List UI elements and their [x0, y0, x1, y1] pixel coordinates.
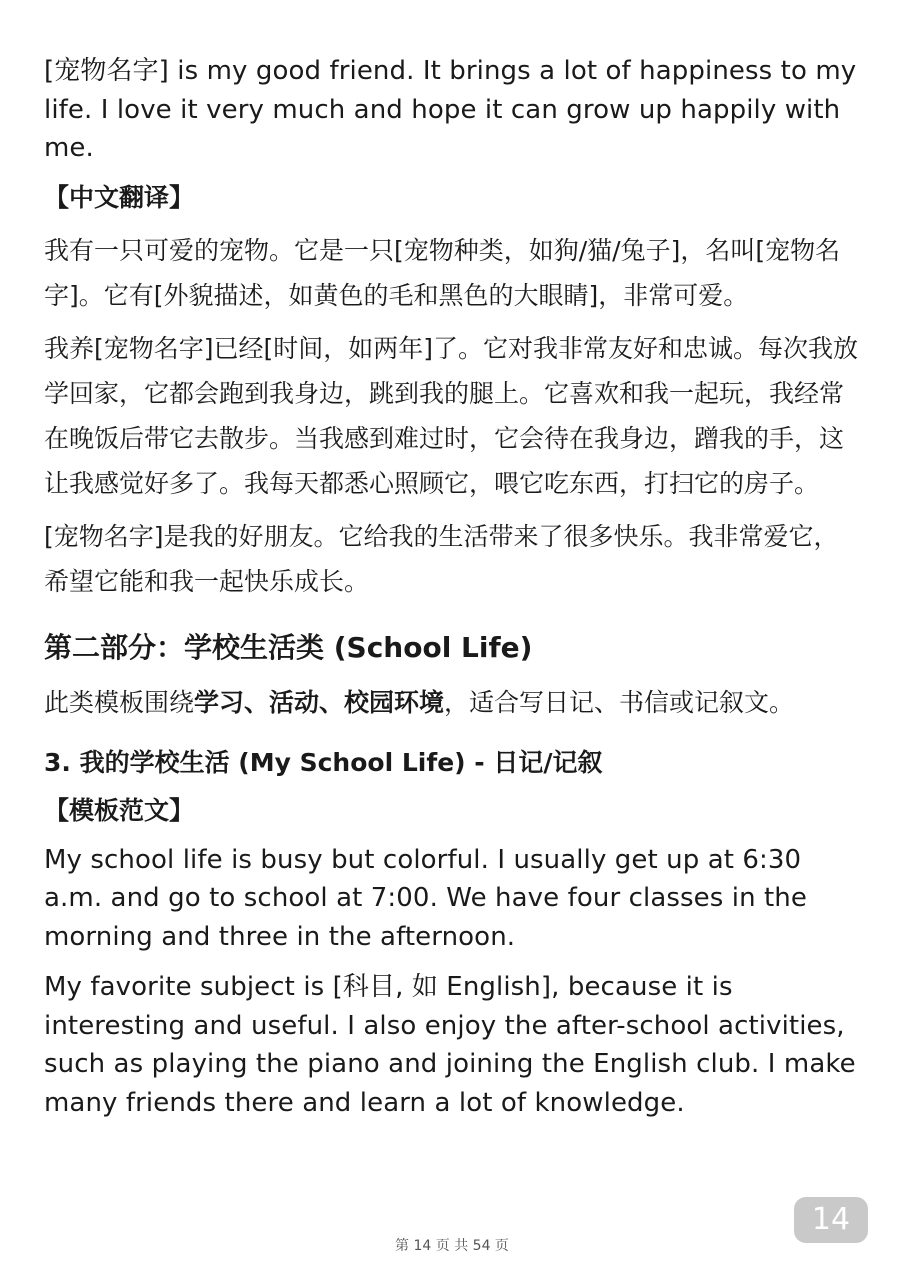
chinese-paragraph-1: 我有一只可爱的宠物。它是一只[宠物种类，如狗/猫/兔子]，名叫[宠物名字]。它有[外貌描述，如黄色的毛和黑色的大眼睛]，非常可爱。 — [44, 235, 841, 310]
item-heading: 3. 我的学校生活 (My School Life) - 日记/记叙 — [44, 747, 603, 777]
page-footer: 第 14 页 共 54 页 — [395, 1238, 509, 1254]
chinese-paragraph-3: [宠物名字]是我的好朋友。它给我的生活带来了很多快乐。我非常爱它，希望它能和我一起快乐成长。 — [44, 521, 839, 596]
chinese-paragraph-2: 我养[宠物名字]已经[时间，如两年]了。它对我非常友好和忠诚。每次我放学回家，它都会跑到我身边，跳到我的腿上。它喜欢和我一起玩，我经常在晚饭后带它去散步。当我感到难过时，它会待在我身边，蹭我的手，这让我感觉好多了。我每天都悉心照顾它，喂它吃东西，打扫它的房子。 — [44, 333, 859, 498]
intro-text-bold: 学习、活动、校园环境 — [194, 687, 445, 717]
sample-paragraph-1: My school life is busy but colorful. I usually get up at 6:30 a.m. and go to school at 7:00. We have four classes in the morning and three in the afternoon. — [44, 844, 807, 952]
sample-paragraph-2: My favorite subject is [科目, 如 English], because it is interesting and useful. I also enjoy the after-school activities, such as playing the piano and joining the English club. I make many friends there and learn a lot of knowledge. — [44, 972, 856, 1118]
document-body — [44, 52, 860, 1134]
english-paragraph: [宠物名字] is my good friend. It brings a lot of happiness to my life. I love it very much and hope it can grow up happily with me. — [44, 56, 857, 163]
page-number-badge: 14 — [794, 1197, 868, 1243]
intro-text-post: ，适合写日记、书信或记叙文。 — [444, 687, 795, 717]
section-intro — [44, 680, 860, 725]
sample-label: 【模板范文】 — [44, 795, 195, 825]
translation-label: 【中文翻译】 — [44, 182, 195, 212]
section-heading: 第二部分：学校生活类 (School Life) — [44, 630, 533, 664]
intro-text-pre: 此类模板围绕 — [44, 687, 195, 717]
